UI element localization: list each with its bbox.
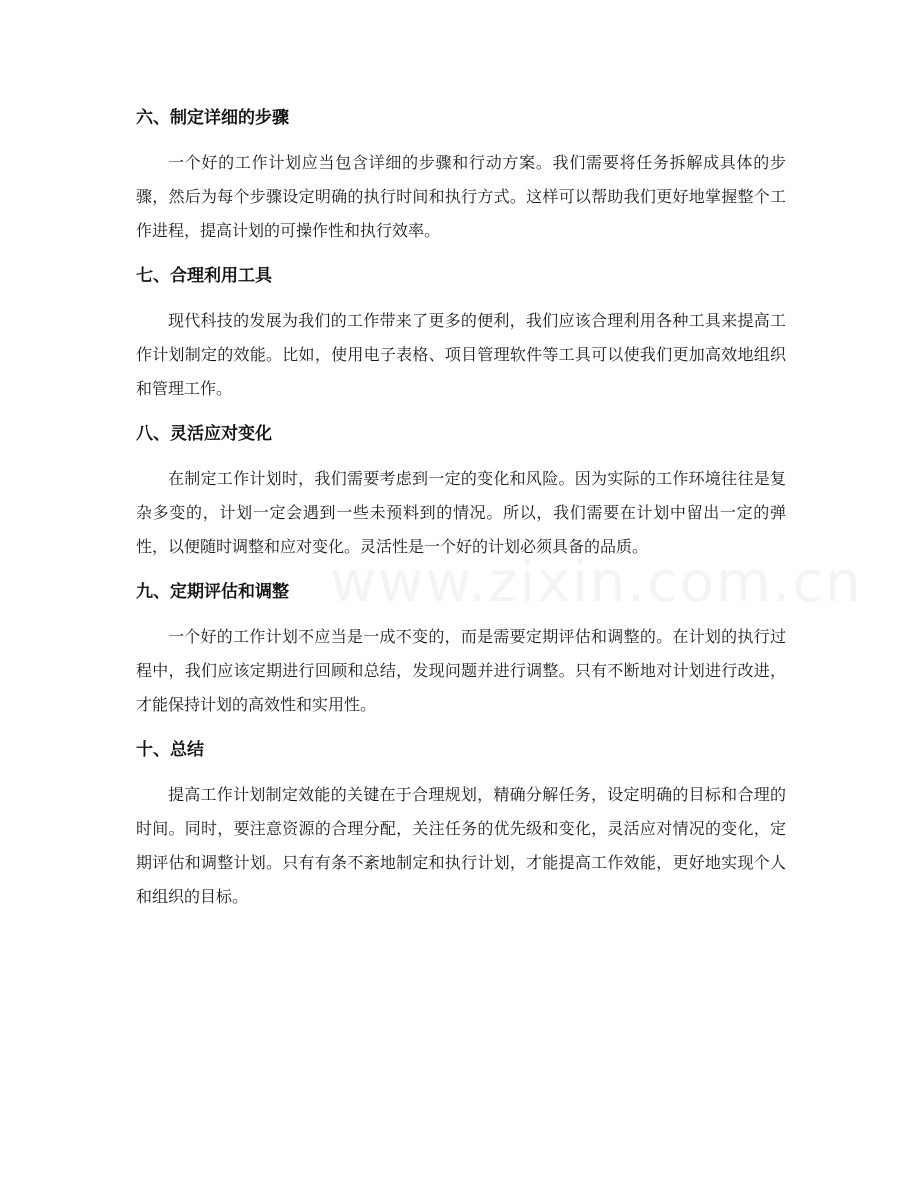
section-title: 八、灵活应对变化 <box>136 424 272 444</box>
section-9 <box>136 578 786 722</box>
section-10 <box>136 736 786 914</box>
section-title: 九、定期评估和调整 <box>136 582 289 602</box>
section-title: 十、总结 <box>136 740 204 760</box>
section-paragraph: 一个好的工作计划应当包含详细的步骤和行动方案。我们需要将任务拆解成具体的步骤，然后为每个步骤设定明确的执行时间和执行方式。这样可以帮助我们更好地掌握整个工作进程，提高计划的可操作性和执行效率。 <box>136 153 786 240</box>
section-6 <box>136 104 786 248</box>
document-content <box>136 104 786 928</box>
section-paragraph: 在制定工作计划时，我们需要考虑到一定的变化和风险。因为实际的工作环境往往是复杂多变的，计划一定会遇到一些未预料到的情况。所以，我们需要在计划中留出一定的弹性，以便随时调整和应对变化。灵活性是一个好的计划必须具备的品质。 <box>136 469 786 556</box>
section-8 <box>136 420 786 564</box>
section-title: 六、制定详细的步骤 <box>136 108 289 128</box>
section-paragraph: 现代科技的发展为我们的工作带来了更多的便利，我们应该合理利用各种工具来提高工作计划制定的效能。比如，使用电子表格、项目管理软件等工具可以使我们更加高效地组织和管理工作。 <box>136 311 786 398</box>
section-title: 七、合理利用工具 <box>136 266 272 286</box>
section-7 <box>136 262 786 406</box>
section-paragraph: 提高工作计划制定效能的关键在于合理规划，精确分解任务，设定明确的目标和合理的时间。同时，要注意资源的合理分配，关注任务的优先级和变化，灵活应对情况的变化，定期评估和调整计划。只有有条不紊地制定和执行计划，才能提高工作效能，更好地实现个人和组织的目标。 <box>136 785 786 906</box>
section-paragraph: 一个好的工作计划不应当是一成不变的，而是需要定期评估和调整的。在计划的执行过程中，我们应该定期进行回顾和总结，发现问题并进行调整。只有不断地对计划进行改进，才能保持计划的高效性和实用性。 <box>136 627 786 714</box>
